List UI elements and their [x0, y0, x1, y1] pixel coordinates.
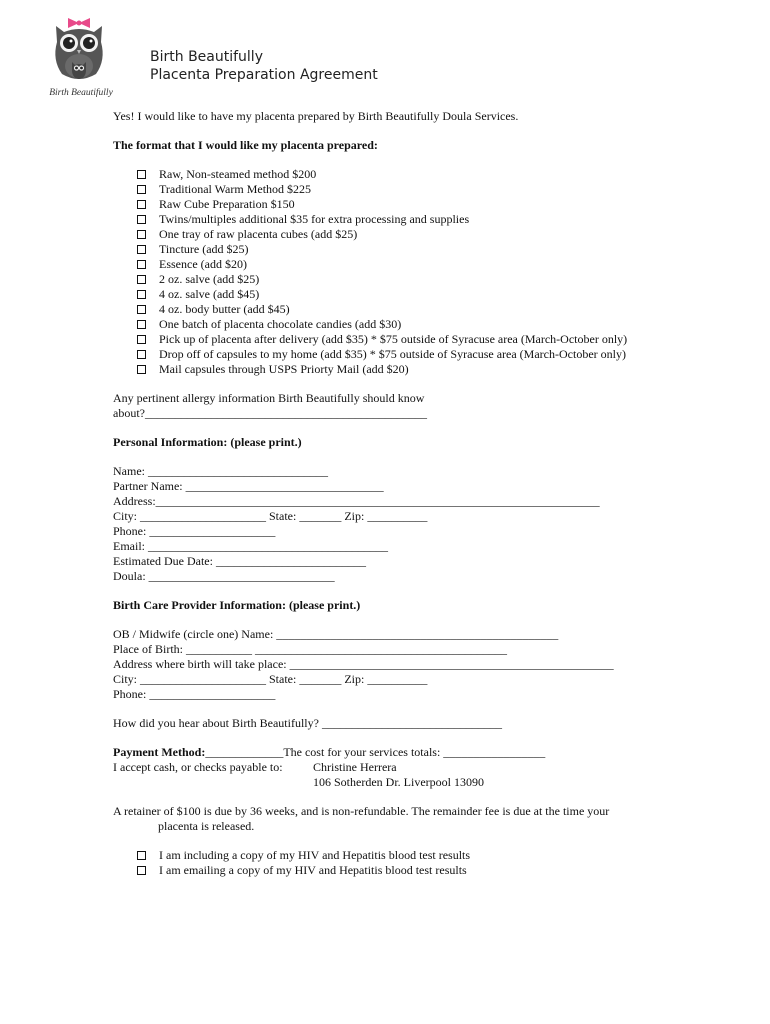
test-results-list	[113, 848, 673, 878]
checkbox[interactable]	[137, 230, 146, 239]
payment-method-field[interactable]: _____________	[205, 745, 284, 759]
cost-field[interactable]: The cost for your services totals: _________________	[283, 745, 546, 759]
payee-name: Christine Herrera	[313, 760, 397, 774]
option-item[interactable]	[113, 167, 673, 182]
phone-field[interactable]: Phone: _____________________	[113, 524, 276, 538]
option-item[interactable]	[113, 257, 673, 272]
option-item[interactable]	[113, 212, 673, 227]
checkbox-label: Mail capsules through USPS Priorty Mail (add $20)	[159, 362, 409, 376]
checkbox-label: 4 oz. body butter (add $45)	[159, 302, 290, 316]
checkbox[interactable]	[137, 305, 146, 314]
due-date-field[interactable]: Estimated Due Date: _________________________	[113, 554, 366, 568]
checkbox[interactable]	[137, 851, 146, 860]
payment-line	[113, 745, 673, 760]
logo-caption: Birth Beautifully	[49, 88, 113, 98]
checkbox-label: 4 oz. salve (add $45)	[159, 287, 260, 301]
option-item[interactable]	[113, 227, 673, 242]
option-item[interactable]	[113, 182, 673, 197]
provider-info-heading: Birth Care Provider Information: (please print.)	[113, 598, 361, 612]
test-result-item[interactable]	[113, 863, 673, 878]
checkbox[interactable]	[137, 260, 146, 269]
checkbox[interactable]	[137, 350, 146, 359]
checkbox[interactable]	[137, 215, 146, 224]
checkbox[interactable]	[137, 335, 146, 344]
checkbox-label: One tray of raw placenta cubes (add $25)	[159, 227, 358, 241]
partner-name-field[interactable]: Partner Name: _________________________________	[113, 479, 384, 493]
checkbox[interactable]	[137, 170, 146, 179]
accept-label: I accept cash, or checks payable to:	[113, 760, 283, 774]
intro-text: Yes! I would like to have my placenta prepared by Birth Beautifully Doula Services.	[113, 109, 519, 123]
retainer-text-continued: placenta is released.	[158, 819, 255, 833]
org-name: Birth Beautifully	[150, 49, 263, 65]
checkbox-label: 2 oz. salve (add $25)	[159, 272, 260, 286]
checkbox-label: Twins/multiples additional $35 for extra processing and supplies	[159, 212, 470, 226]
birth-address-field[interactable]: Address where birth will take place: ______________________________________________________	[113, 657, 614, 671]
checkbox-label: Essence (add $20)	[159, 257, 247, 271]
name-field[interactable]: Name: ______________________________	[113, 464, 328, 478]
retainer-text: A retainer of $100 is due by 36 weeks, and is non-refundable. The remainder fee is due at the time your	[113, 804, 610, 818]
checkbox[interactable]	[137, 290, 146, 299]
option-item[interactable]	[113, 347, 673, 362]
owl-logo-icon	[46, 12, 116, 90]
allergy-question: Any pertinent allergy information Birth Beautifully should know	[113, 391, 425, 405]
option-item[interactable]	[113, 302, 673, 317]
format-heading: The format that I would like my placenta prepared:	[113, 138, 378, 152]
document-title: Placenta Preparation Agreement	[150, 67, 378, 83]
payee-address: 106 Sotherden Dr. Liverpool 13090	[313, 775, 484, 789]
checkbox-label: I am emailing a copy of my HIV and Hepatitis blood test results	[159, 863, 467, 877]
option-item[interactable]	[113, 317, 673, 332]
allergy-field[interactable]: about?_______________________________________________	[113, 406, 427, 420]
provider-phone-field[interactable]: Phone: _____________________	[113, 687, 276, 701]
checkbox-label: Pick up of placenta after delivery (add $35) * $75 outside of Syracuse area (March-October only)	[159, 332, 628, 346]
checkbox-label: I am including a copy of my HIV and Hepatitis blood test results	[159, 848, 471, 862]
checkbox-label: Traditional Warm Method $225	[159, 182, 312, 196]
option-item[interactable]	[113, 332, 673, 347]
checkbox[interactable]	[137, 275, 146, 284]
personal-info-heading: Personal Information: (please print.)	[113, 435, 302, 449]
checkbox-label: Raw, Non-steamed method $200	[159, 167, 317, 181]
checkbox-label: Drop off of capsules to my home (add $35) * $75 outside of Syracuse area (March-October only)	[159, 347, 626, 361]
city-state-zip-field[interactable]: City: _____________________ State: _______ Zip: __________	[113, 509, 428, 523]
test-result-item[interactable]	[113, 848, 673, 863]
option-item[interactable]	[113, 362, 673, 377]
payment-method-label: Payment Method:	[113, 745, 206, 759]
option-item[interactable]	[113, 287, 673, 302]
checkbox[interactable]	[137, 320, 146, 329]
email-field[interactable]: Email: ________________________________________	[113, 539, 388, 553]
address-field[interactable]: Address:__________________________________________________________________________	[113, 494, 600, 508]
option-item[interactable]	[113, 272, 673, 287]
checkbox[interactable]	[137, 200, 146, 209]
form-body	[113, 109, 673, 878]
checkbox-label: Raw Cube Preparation $150	[159, 197, 295, 211]
checkbox[interactable]	[137, 365, 146, 374]
payee-row	[113, 760, 673, 790]
option-item[interactable]	[113, 197, 673, 212]
checkbox[interactable]	[137, 185, 146, 194]
document-header	[150, 48, 378, 84]
checkbox-label: Tincture (add $25)	[159, 242, 249, 256]
option-item[interactable]	[113, 242, 673, 257]
logo	[46, 12, 116, 104]
place-of-birth-field[interactable]: Place of Birth: ___________ __________________________________________	[113, 642, 507, 656]
referral-field[interactable]: How did you hear about Birth Beautifully? ______________________________	[113, 716, 502, 730]
provider-city-state-zip-field[interactable]: City: _____________________ State: _______ Zip: __________	[113, 672, 428, 686]
provider-name-field[interactable]: OB / Midwife (circle one) Name: _______________________________________________	[113, 627, 559, 641]
checkbox[interactable]	[137, 245, 146, 254]
option-list	[113, 167, 673, 377]
checkbox-label: One batch of placenta chocolate candies (add $30)	[159, 317, 402, 331]
doula-field[interactable]: Doula: _______________________________	[113, 569, 335, 583]
checkbox[interactable]	[137, 866, 146, 875]
